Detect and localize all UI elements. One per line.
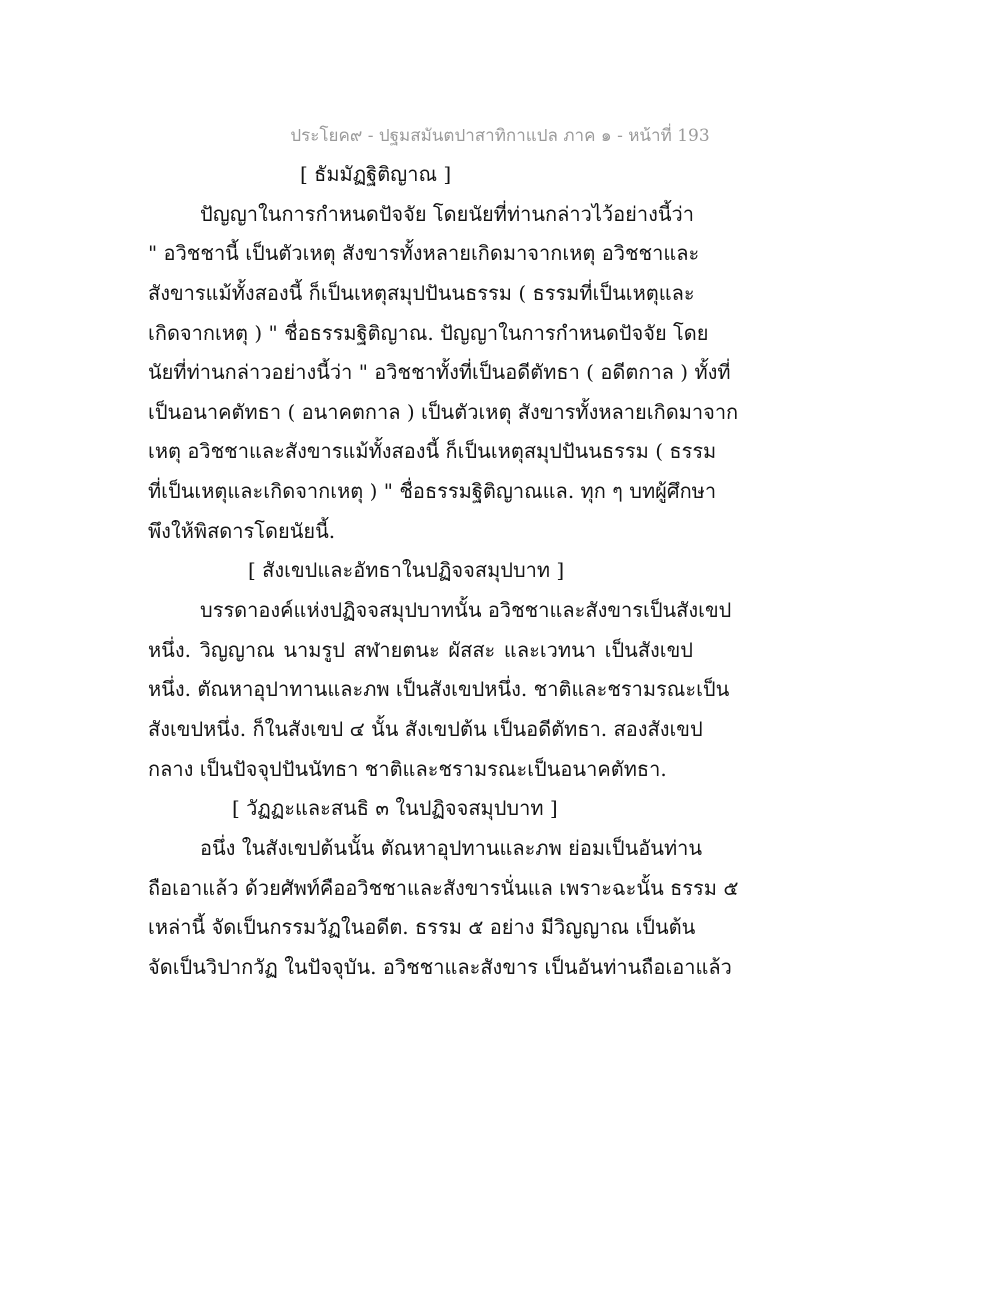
section-heading: [ ธัมมัฏฐิติญาณ ] [300, 162, 452, 186]
running-header: ประโยค๙ - ปฐมสมันตปาสาทิกาแปล ภาค ๑ - หน้าที่ 193 [290, 126, 710, 146]
section-heading: [ สังเขปและอัทธาในปฏิจจสมุปบาท ] [248, 558, 565, 583]
text-line: นัยที่ท่านกล่าวอย่างนี้ว่า " อวิชชาทั้งที่เป็นอดีตัทธา ( อดีตกาล ) ทั้งที่ [148, 360, 731, 385]
text-line: อนึ่ง ในสังเขปต้นนั้น ตัณหาอุปทานและภพ ย่อมเป็นอันท่าน [200, 835, 703, 860]
page-body [148, 155, 739, 987]
text-line: พึงให้พิสดารโดยนัยนี้. [148, 518, 336, 543]
text-line: บรรดาองค์แห่งปฏิจจสมุปบาทนั้น อวิชชาและสังขารเป็นสังเขป [200, 598, 732, 623]
text-line: สังขารแม้ทั้งสองนี้ ก็เป็นเหตุสมุปปันนธรรม ( ธรรมที่เป็นเหตุและ [148, 280, 695, 305]
text-line: กลาง เป็นปัจจุปปันนัทธา ชาติและชรามรณะเป็นอนาคตัทธา. [148, 756, 667, 781]
text-line: จัดเป็นวิปากวัฏ ในปัจจุบัน. อวิชชาและสังขาร เป็นอันท่านถือเอาแล้ว [148, 954, 732, 979]
text-line: เป็นอนาคตัทธา ( อนาคตกาล ) เป็นตัวเหตุ สังขารทั้งหลายเกิดมาจาก [148, 399, 739, 424]
text-line: เหตุ อวิชชาและสังขารแม้ทั้งสองนี้ ก็เป็นเหตุสมุปปันนธรรม ( ธรรม [148, 439, 717, 464]
text-line: หนึ่ง. วิญญาณ นามรูป สฬายตนะ ผัสสะ และเวทนา เป็นสังเขป [148, 637, 693, 662]
text-line: เกิดจากเหตุ ) " ชื่อธรรมฐิติญาณ. ปัญญาในการกำหนดปัจจัย โดย [148, 320, 709, 345]
text-line: ถือเอาแล้ว ด้วยศัพท์คืออวิชชาและสังขารนั่นแล เพราะฉะนั้น ธรรม ๕ [148, 875, 739, 900]
text-line: หนึ่ง. ตัณหาอุปาทานและภพ เป็นสังเขปหนึ่ง. ชาติและชรามรณะเป็น [148, 677, 730, 702]
text-line: สังเขปหนึ่ง. ก็ในสังเขป ๔ นั้น สังเขปต้น เป็นอดีตัทธา. สองสังเขป [148, 716, 703, 741]
text-line: ปัญญาในการกำหนดปัจจัย โดยนัยที่ท่านกล่าวไว้อย่างนี้ว่า [200, 201, 695, 226]
text-line: " อวิชชานี้ เป็นตัวเหตุ สังขารทั้งหลายเกิดมาจากเหตุ อวิชชาและ [148, 241, 700, 266]
text-line: เหล่านี้ จัดเป็นกรรมวัฏในอดีต. ธรรม ๕ อย่าง มีวิญญาณ เป็นต้น [148, 915, 696, 940]
section-heading: [ วัฏฏะและสนธิ ๓ ในปฏิจจสมุปบาท ] [232, 796, 558, 821]
text-line: ที่เป็นเหตุและเกิดจากเหตุ ) " ชื่อธรรมฐิติญาณแล. ทุก ๆ บทผู้ศึกษา [148, 479, 717, 504]
